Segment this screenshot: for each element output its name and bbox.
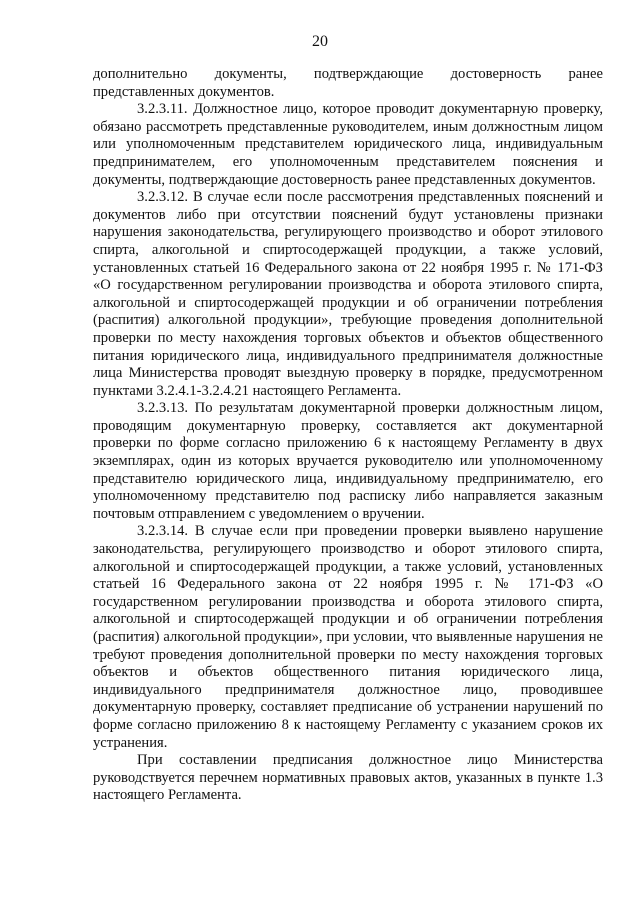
- paragraph-3-2-3-12: 3.2.3.12. В случае если после рассмотрения представленных пояснений и документов либо при отсутствии пояснений будут установлены признаки нарушения законодательства, регулирующего производство и оборот этилового спирта, алкогольной и спиртосодержащей продукции, а также условий, установленных статьей 16 Федерального закона от 22 ноября 1995 г. № 171-ФЗ «О государственном регулировании производства и оборота этилового спирта, алкогольной и спиртосодержащей продукции и об ограничении потребления (распития) алкогольной продукции», требующие проведения дополнительной проверки по месту нахождения торговых объектов и объектов общественного питания юридического лица, индивидуального предпринимателя должностные лица Министерства проводят выездную проверку в порядке, предусмотренном пунктами 3.2.4.1-3.2.4.21 настоящего Регламента.: [93, 189, 603, 399]
- paragraph-3-2-3-11: 3.2.3.11. Должностное лицо, которое проводит документарную проверку, обязано рассмотреть представленные руководителем, иным должностным лицом или уполномоченным представителем юридического лица, индивидуальным предпринимателем, его уполномоченным представителем пояснения и документы, подтверждающие достоверность ранее представленных документов.: [93, 101, 603, 188]
- paragraph-3-2-3-13: 3.2.3.13. По результатам документарной проверки должностным лицом, проводящим документарную проверку, составляется акт документарной проверки по форме согласно приложению 6 к настоящему Регламенту в двух экземплярах, один из которых вручается руководителю или уполномоченному представителю юридического лица, индивидуальному предпринимателю, его уполномоченному представителю под расписку либо направляется заказным почтовым отправлением с уведомлением о вручении.: [93, 400, 603, 522]
- page-number: 20: [312, 33, 328, 50]
- paragraph-3-2-3-14: 3.2.3.14. В случае если при проведении проверки выявлено нарушение законодательства, регулирующего производство и оборот этилового спирта, алкогольной и спиртосодержащей продукции, а также условий, установленных статьей 16 Федерального закона от 22 ноября 1995 г. № 171-ФЗ «О государственном регулировании производства и оборота этилового спирта, алкогольной и спиртосодержащей продукции и об ограничении потребления (распития) алкогольной продукции», при условии, что выявленные нарушения не требуют проведения дополнительной проверки по месту нахождения торговых объектов и объектов общественного питания юридического лица, индивидуального предпринимателя должностное лицо, проводившее документарную проверку, составляет предписание об устранении нарушений по форме согласно приложению 8 к настоящему Регламенту с указанием сроков их устранения.: [93, 523, 603, 751]
- paragraph-continuation: дополнительно документы, подтверждающие достоверность ранее представленных документов.: [93, 66, 603, 100]
- document-body: [93, 66, 603, 805]
- paragraph-prescription-note: При составлении предписания должностное лицо Министерства руководствуется перечнем нормативных правовых актов, указанных в пункте 1.3 настоящего Регламента.: [93, 752, 603, 804]
